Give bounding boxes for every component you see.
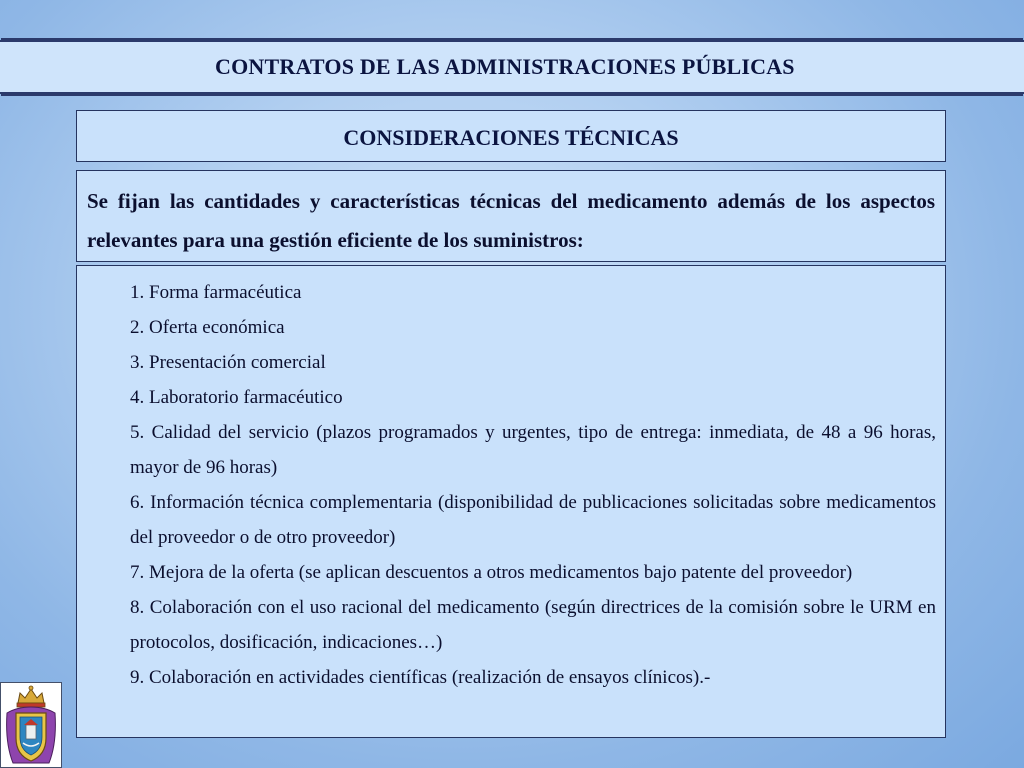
list-item: 8. Colaboración con el uso racional del medicamento (según directrices de la comisión sobre le URM en protocolos, dosificación, indicaciones…) xyxy=(130,597,936,653)
section-title: CONSIDERACIONES TÉCNICAS xyxy=(343,125,679,150)
intro-text: Se fijan las cantidades y características técnicas del medicamento además de los aspectos relevantes para una gestión eficiente de los suministros: xyxy=(87,189,935,252)
list-item: 2. Oferta económica xyxy=(130,317,285,338)
criteria-list xyxy=(130,275,936,695)
title-banner xyxy=(0,40,1024,94)
list-item: 6. Información técnica complementaria (disponibilidad de publicaciones solicitadas sobre medicamentos del proveedor o de otro proveedor) xyxy=(130,492,936,548)
intro-box xyxy=(76,170,946,262)
list-item: 4. Laboratorio farmacéutico xyxy=(130,387,343,408)
list-item: 7. Mejora de la oferta (se aplican descuentos a otros medicamentos bajo patente del proveedor) xyxy=(130,562,853,583)
section-heading-box xyxy=(76,110,946,162)
banner-title: CONTRATOS DE LAS ADMINISTRACIONES PÚBLICAS xyxy=(215,54,795,79)
list-item: 1. Forma farmacéutica xyxy=(130,282,302,303)
criteria-list-box xyxy=(76,265,946,738)
list-item: 5. Calidad del servicio (plazos programados y urgentes, tipo de entrega: inmediata, de 48 a 96 horas, mayor de 96 horas) xyxy=(130,422,936,478)
list-item: 3. Presentación comercial xyxy=(130,352,326,373)
coat-of-arms-icon xyxy=(0,682,62,768)
list-item: 9. Colaboración en actividades científicas (realización de ensayos clínicos).- xyxy=(130,667,711,688)
